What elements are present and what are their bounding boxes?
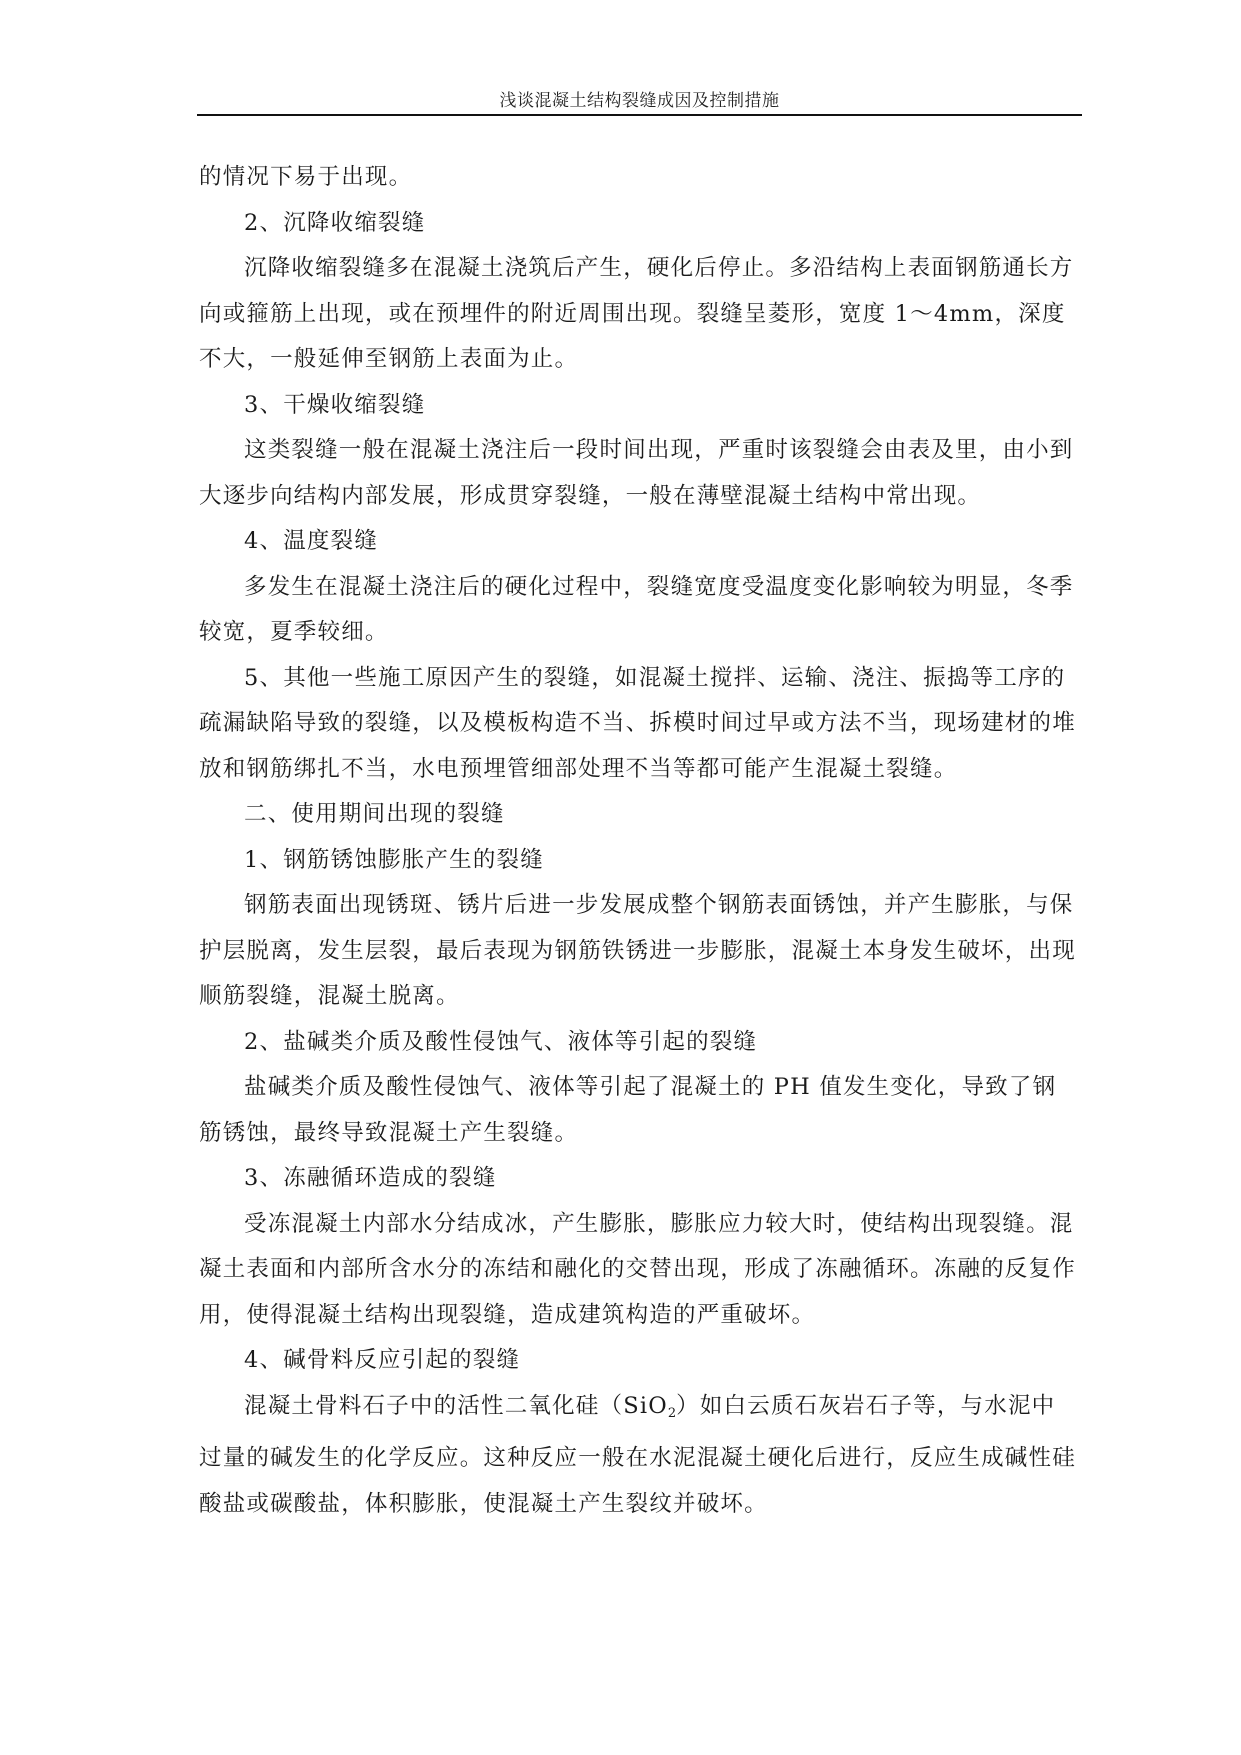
silica-text-after: ）如白云质石灰岩石子等，与水泥中过量的碱发生的化学反应。这种反应一般在水泥混凝土硬化后进行，反应生成碱性硅酸盐或碳酸盐，体积膨胀，使混凝土产生裂纹并破坏。 — [199, 1392, 1076, 1517]
paragraph: 的情况下易于出现。 — [199, 164, 413, 190]
silica-subscript: 2 — [667, 1405, 677, 1421]
page-header-title: 浅谈混凝土结构裂缝成因及控制措施 — [499, 91, 780, 111]
paragraph: 这类裂缝一般在混凝土浇注后一段时间出现，严重时该裂缝会由表及里，由小到大逐步向结构内部发展，形成贯穿裂缝，一般在薄壁混凝土结构中常出现。 — [199, 437, 1074, 509]
paragraph: 受冻混凝土内部水分结成冰，产生膨胀，膨胀应力较大时，使结构出现裂缝。混凝土表面和内部所含水分的冻结和融化的交替出现，形成了冻融循环。冻融的反复作用，使得混凝土结构出现裂缝，造成建筑构造的严重破坏。 — [199, 1210, 1076, 1328]
section-heading: 3、干燥收缩裂缝 — [244, 391, 426, 418]
chapter-heading: 二、使用期间出现的裂缝 — [244, 801, 505, 827]
section-heading: 1、钢筋锈蚀膨胀产生的裂缝 — [244, 846, 544, 873]
paragraph: 盐碱类介质及酸性侵蚀气、液体等引起了混凝土的 PH 值发生变化，导致了钢筋锈蚀，最终导致混凝土产生裂缝。 — [199, 1074, 1057, 1146]
paragraph: 沉降收缩裂缝多在混凝土浇筑后产生，硬化后停止。多沿结构上表面钢筋通长方向或箍筋上出现，或在预埋件的附近周围出现。裂缝呈菱形，宽度 1～4mm，深度不大，一般延伸至钢筋上表面为止。 — [199, 255, 1074, 372]
section-heading: 3、冻融循环造成的裂缝 — [244, 1165, 497, 1191]
silica-paragraph — [199, 1384, 1079, 1528]
section-heading: 4、碱骨料反应引起的裂缝 — [244, 1347, 521, 1373]
section-heading: 2、沉降收缩裂缝 — [244, 209, 426, 236]
silica-text-before: 混凝土骨料石子中的活性二氧化硅（SiO — [244, 1392, 668, 1419]
document-body — [199, 155, 1079, 1527]
paragraph: 多发生在混凝土浇注后的硬化过程中，裂缝宽度受温度变化影响较为明显，冬季较宽，夏季较细。 — [199, 573, 1074, 645]
section-heading: 2、盐碱类介质及酸性侵蚀气、液体等引起的裂缝 — [244, 1028, 758, 1055]
header-rule — [197, 114, 1082, 116]
paragraph: 钢筋表面出现锈斑、锈片后进一步发展成整个钢筋表面锈蚀，并产生膨胀，与保护层脱离，发生层裂，最后表现为钢筋铁锈进一步膨胀，混凝土本身发生破坏，出现顺筋裂缝，混凝土脱离。 — [199, 892, 1076, 1009]
section-heading: 4、温度裂缝 — [244, 528, 379, 554]
paragraph: 5、其他一些施工原因产生的裂缝，如混凝土搅拌、运输、浇注、振捣等工序的疏漏缺陷导致的裂缝，以及模板构造不当、拆模时间过早或方法不当，现场建材的堆放和钢筋绑扎不当，水电预埋管细部处理不当等都可能产生混凝土裂缝。 — [199, 664, 1076, 782]
